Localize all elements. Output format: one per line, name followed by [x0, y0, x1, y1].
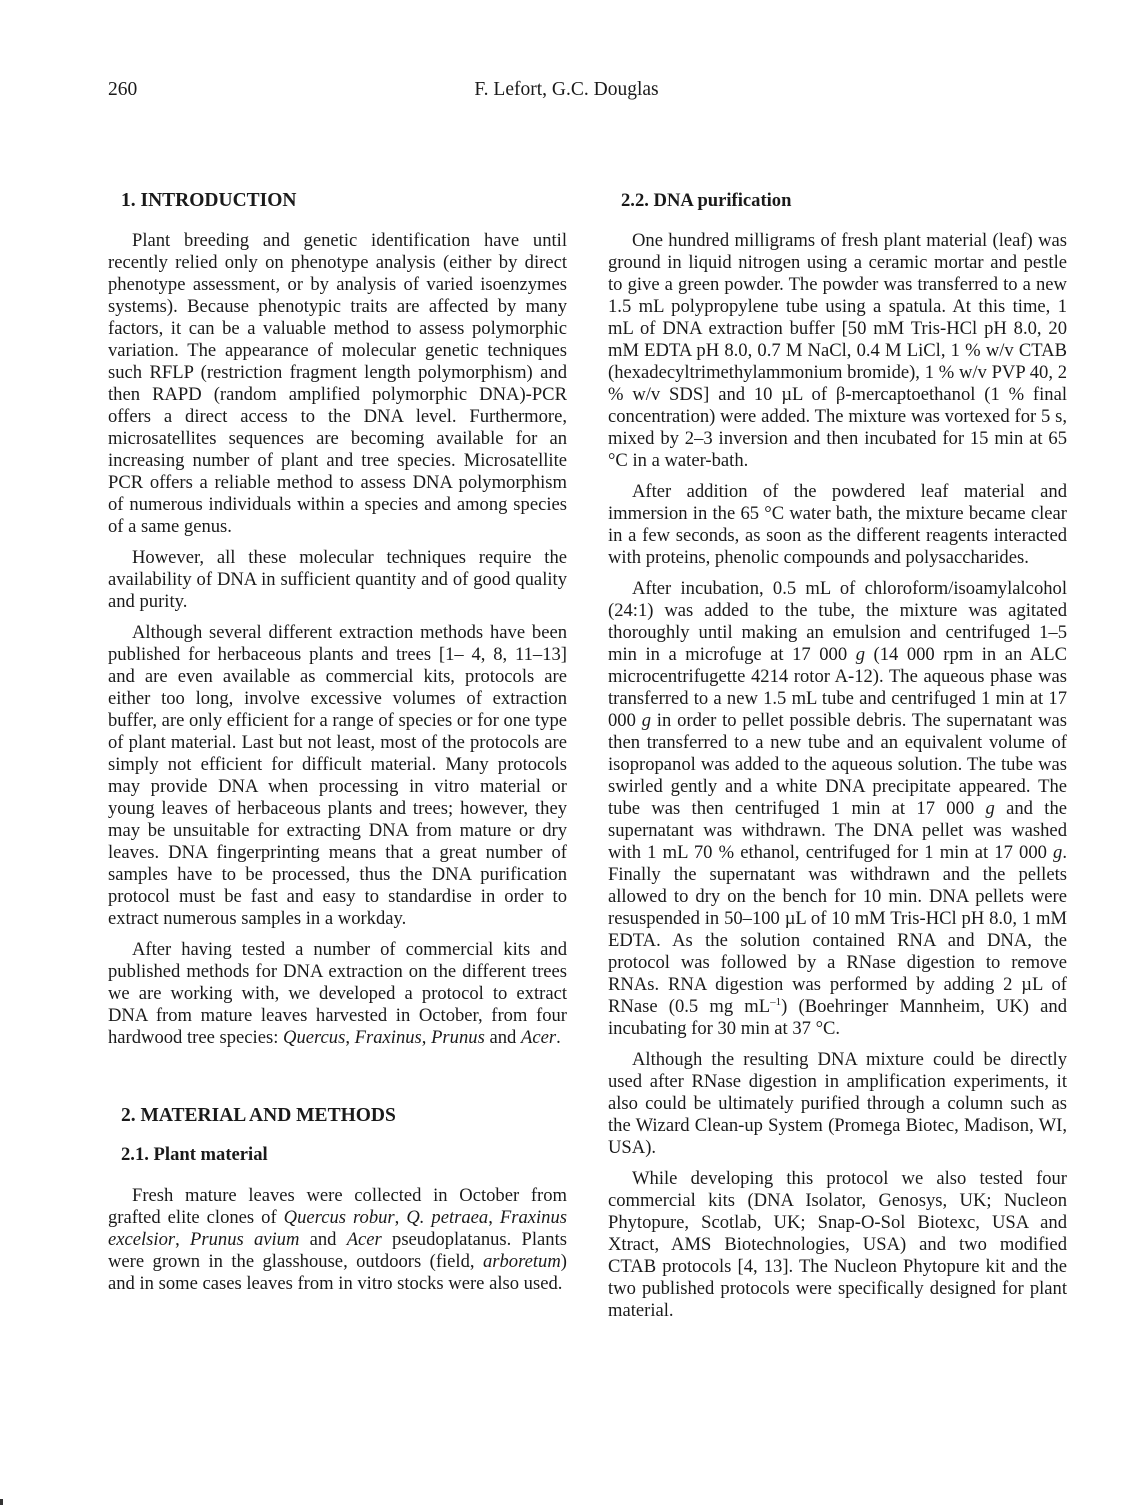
species-name: Acer [520, 1027, 557, 1048]
text: and the supernatant was withdrawn. The DNA pellet was washed with 1 mL 70 % ethanol, centrifuged for 1 min at 17 000 [608, 798, 1067, 863]
species-name: Q. petraea [406, 1207, 489, 1228]
italic-term: arboretum [482, 1251, 561, 1272]
g-force-unit: g [855, 644, 865, 665]
text: , [345, 1027, 355, 1048]
text: and [299, 1229, 347, 1250]
text: pseudoplatanus. Plants were grown in the glasshouse, outdoors (field, [108, 1229, 567, 1272]
right-column [608, 190, 1067, 1322]
running-head [0, 79, 1133, 105]
paragraph [108, 1185, 567, 1295]
paragraph: While developing this protocol we also tested four commercial kits (DNA Isolator, Genosys, UK; Nucleon Phytopure, Scotlab, UK; Snap-O-Sol Biotexc, USA and Xtract, AMS Biotechnologies, USA) and two modified CTAB protocols [4, 13]. The Nucleon Phytopure kit and the two published protocols were specifically designed for plant material. [608, 1168, 1067, 1321]
paragraph [608, 578, 1067, 1040]
paragraph: Plant breeding and genetic identification have until recently relied only on phenotype analysis (either by direct phenotype assessment, or by analysis of varied isoenzymes systems). Because phenotypic traits are affected by many factors, it can be a valuable method to assess polymorphic variation. The appearance of molecular genetic techniques such RFLP (restriction fragment length polymorphism) and then RAPD (random amplified polymorphic DNA)-PCR offers a direct access to the DNA level. Furthermore, microsatellites sequences are becoming available for an increasing number of plant and tree species. Microsatellite PCR offers a reliable method to assess DNA polymorphism of numerous individuals within a species and among species of a same genus. [108, 230, 567, 537]
text: Fresh mature leaves were collected in October from grafted elite clones of [108, 1185, 567, 1228]
species-name: Acer [346, 1229, 382, 1250]
text: ) (Boehringer Mannheim, UK) and incubating for 30 min at 37 °C. [608, 996, 1067, 1039]
text: in order to pellet possible debris. The supernatant was then transferred to a new tube and an equivalent volume of isopropanol was added to the aqueous solution. The tube was swirled gently and a white DNA precipitate appeared. The tube was then centrifuged 1 min at 17 000 [608, 710, 1067, 819]
species-name: Prunus avium [190, 1229, 300, 1250]
paragraph: One hundred milligrams of fresh plant material (leaf) was ground in liquid nitrogen using a ceramic mortar and pestle to give a green powder. The powder was transferred to a new 1.5 mL polypropylene tube using a spatula. At this time, 1 mL of DNA extraction buffer [50 mM Tris-HCl pH 8.0, 20 mM EDTA pH 8.0, 0.7 M NaCl, 0.4 M LiCl, 1 % w/v CTAB (hexadecyltrimethylammonium bromide), 1 % w/v PVP 40, 2 % w/v SDS] and 10 µL of β-mercaptoethanol (1 % final concentration) were added. The mixture was vortexed for 5 s, mixed by 2–3 inversion and then incubated for 15 min at 65 °C in a water-bath. [608, 230, 1067, 471]
section-heading-material-methods: 2. MATERIAL AND METHODS [121, 1105, 396, 1126]
text: (14 000 rpm in an ALC microcentrifugette 4214 rotor A-12). The aqueous phase was transferred to a new 1.5 mL tube and centrifuged 1 min at 17 000 [608, 644, 1067, 731]
section-heading-introduction: 1. INTRODUCTION [121, 190, 297, 211]
species-name: Prunus [431, 1027, 485, 1048]
scan-artifact-mark [0, 1499, 3, 1505]
species-name: Quercus robur [283, 1207, 395, 1228]
page-number: 260 [108, 79, 138, 100]
text: and [484, 1027, 521, 1048]
text: After incubation, 0.5 mL of chloroform/isoamylalcohol (24:1) was added to the tube, the mixture was agitated thoroughly until making an emulsion and centrifuged 1–5 min in a microfuge at 17 000 [608, 578, 1067, 665]
running-head-authors: F. Lefort, G.C. Douglas [474, 79, 659, 100]
subsection-heading-dna-purification: 2.2. DNA purification [621, 190, 792, 211]
species-name: Fraxinus [354, 1027, 422, 1048]
text: , [175, 1229, 190, 1250]
paragraph: Although the resulting DNA mixture could be directly used after RNase digestion in amplification experiments, it also could be ultimately purified through a column such as the Wizard Clean-up System (Promega Biotec, Madison, WI, USA). [608, 1049, 1067, 1158]
g-force-unit: g [1053, 842, 1063, 863]
species-name: Fraxinus excelsior [108, 1207, 568, 1250]
text: After having tested a number of commercial kits and published methods for DNA extraction on the different trees we are working with, we developed a protocol to extract DNA from mature leaves harvested in October, from four hardwood tree species: [108, 939, 567, 1048]
superscript: –1 [770, 995, 782, 1008]
left-column [108, 190, 567, 1295]
text: . [556, 1027, 561, 1048]
text: ) and in some cases leaves from in vitro stocks were also used. [108, 1251, 567, 1294]
paragraph: After addition of the powdered leaf material and immersion in the 65 °C water bath, the mixture became clear in a few seconds, as soon as the different reagents interacted with proteins, phenolic compounds and polysaccharides. [608, 481, 1067, 568]
text: , [421, 1027, 432, 1048]
text: , [394, 1207, 407, 1228]
paragraph: Although several different extraction methods have been published for herbaceous plants and trees [1– 4, 8, 11–13] and are even available as commercial kits, protocols are either too long, involve excessive volumes of extraction buffer, are only efficient for a range of species or for one type of plant material. Last but not least, most of the protocols are simply not efficient for difficult material. Many protocols may provide DNA when processing in vitro material or young leaves of herbaceous plants and trees; however, they may be unsuitable for extracting DNA from mature or dry leaves. DNA fingerprinting means that a great number of samples have to be processed, thus the DNA purification protocol must be fast and easy to standardise in order to extract numerous samples in a workday. [108, 622, 567, 929]
subsection-heading-plant-material: 2.1. Plant material [121, 1144, 268, 1165]
paragraph: However, all these molecular techniques require the availability of DNA in sufficient quantity and of good quality and purity. [108, 547, 567, 612]
g-force-unit: g [985, 798, 995, 819]
g-force-unit: g [641, 710, 651, 731]
paragraph [108, 939, 567, 1049]
text: , [488, 1207, 500, 1228]
species-name: Quercus [283, 1027, 346, 1048]
text: . Finally the supernatant was withdrawn and the pellets allowed to dry on the bench for 10 min. DNA pellets were resuspended in 50–100 µL of 10 mM Tris-HCl pH 8.0, 1 mM EDTA. As the solution contained RNA and DNA, the protocol was followed by a RNase digestion to remove RNAs. RNA digestion was performed by adding 2 µL of RNase (0.5 mg mL [608, 842, 1067, 1017]
